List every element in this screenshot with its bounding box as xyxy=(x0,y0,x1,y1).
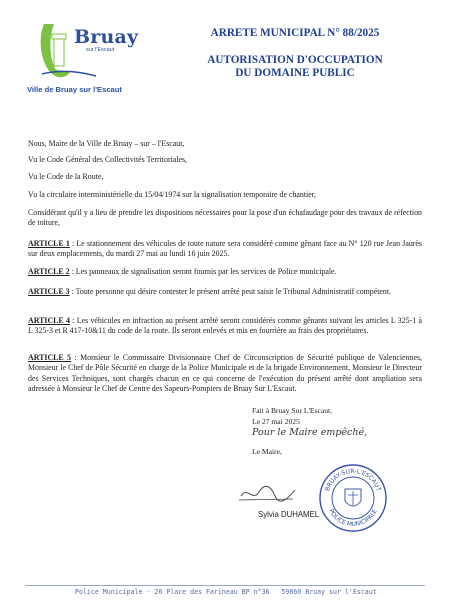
arrete-title: ARRETE MUNICIPAL N° 88/2025 xyxy=(210,27,380,39)
article-label: ARTICLE 1 xyxy=(28,239,70,248)
signature-title xyxy=(252,446,282,457)
article-text: : Le stationnement des véhicules de toute nature sera considéré comme gênant face au N° 120 rue Jean Jaurès sur deux emplacements, du mardi 27 mai au lundi 16 juin 2025. xyxy=(28,239,422,259)
article-text: : Les panneaux de signalisation seront fournis par les services de Police municipale. xyxy=(69,267,337,276)
subject-line-2: DU DOMAINE PUBLIC xyxy=(235,67,355,79)
subject-line-1: AUTORISATION D'OCCUPATION xyxy=(207,54,383,66)
preamble-line: Vu le Code de la Route, xyxy=(28,172,104,181)
preamble-line: Nous, Maire de la Ville de Bruay – sur – l'Escaut, xyxy=(28,139,185,148)
article-label: ARTICLE 4 xyxy=(28,316,70,325)
preamble-line: Considérant qu'il y a lieu de prendre les dispositions nécessaires pour la pose d'un échafaudage pour des travaux de réfection de toiture, xyxy=(28,208,422,228)
preamble-line: Vu la circulaire interministérielle du 15/04/1974 sur la signalisation temporaire de chantier, xyxy=(28,190,317,199)
article-5 xyxy=(28,353,422,394)
subject-title xyxy=(196,54,394,80)
article-label: ARTICLE 5 xyxy=(28,353,72,362)
footer-address: Police Municipale - 26 Place des Farineau BP n°36 59860 Bruay sur l'Escaut xyxy=(75,588,377,596)
article-1 xyxy=(28,239,422,260)
article-4 xyxy=(28,316,422,337)
signature-date: Le 27 mai 2025 xyxy=(252,417,300,427)
signature-title-text: Le Maire, xyxy=(252,447,282,456)
police-stamp xyxy=(318,463,388,533)
handwritten-signature xyxy=(237,482,299,506)
article-label: ARTICLE 3 xyxy=(28,287,70,296)
footer-divider xyxy=(25,585,425,586)
stamp-bottom-text: POLICE MUNICIPALE xyxy=(327,508,379,529)
article-text: : Les véhicules en infraction au présent arrêté seront considérés comme gênants suivant les articles L 325-1 à L 325-3 et R 417-10&11 du code de la route. Ils seront enlevés et mis en fourrière au frais des propriétaires. xyxy=(28,316,422,336)
logo-caption: Ville de Bruay sur l'Escaut xyxy=(27,85,122,94)
handwritten-text: Pour le Maire empêché, xyxy=(252,427,368,438)
article-2 xyxy=(28,267,422,277)
article-text: : Toute personne qui désire contester le présent arrêté peut saisir le Tribunal Administratif compétent. xyxy=(69,287,392,296)
article-text: : Monsieur le Commissaire Divisionnaire Chef de Circonscription de Sécurité publique de Valenciennes, Monsieur le Chef de Pôle Sécurité en charge de la Police Municipale et de la brigade Environnement, Monsieur le Directeur des Services Techniques, sont chargés chacun en ce qui concerne de l'exécution du présent arrêté dont ampliation sera adressée à Monsieur le Chef de Centre des Sapeurs-Pompiers de Bruay Sur L'Escaut. xyxy=(28,353,422,393)
logo-subtext: sur l'Escaut xyxy=(86,47,115,53)
preamble-line: Vu le Code Général des Collectivités Territoriales, xyxy=(28,155,188,164)
signatory-name: Sylvia DUHAMEL xyxy=(258,510,320,519)
article-label: ARTICLE 2 xyxy=(28,267,70,276)
signature-place: Fait à Bruay Sur L'Escaut, xyxy=(252,406,333,415)
article-3 xyxy=(28,287,422,297)
logo-text: Bruay xyxy=(74,26,139,48)
stamp-top-text: BRUAY-SUR-L'ESCAUT xyxy=(324,467,382,493)
handwritten-mention xyxy=(252,424,402,438)
